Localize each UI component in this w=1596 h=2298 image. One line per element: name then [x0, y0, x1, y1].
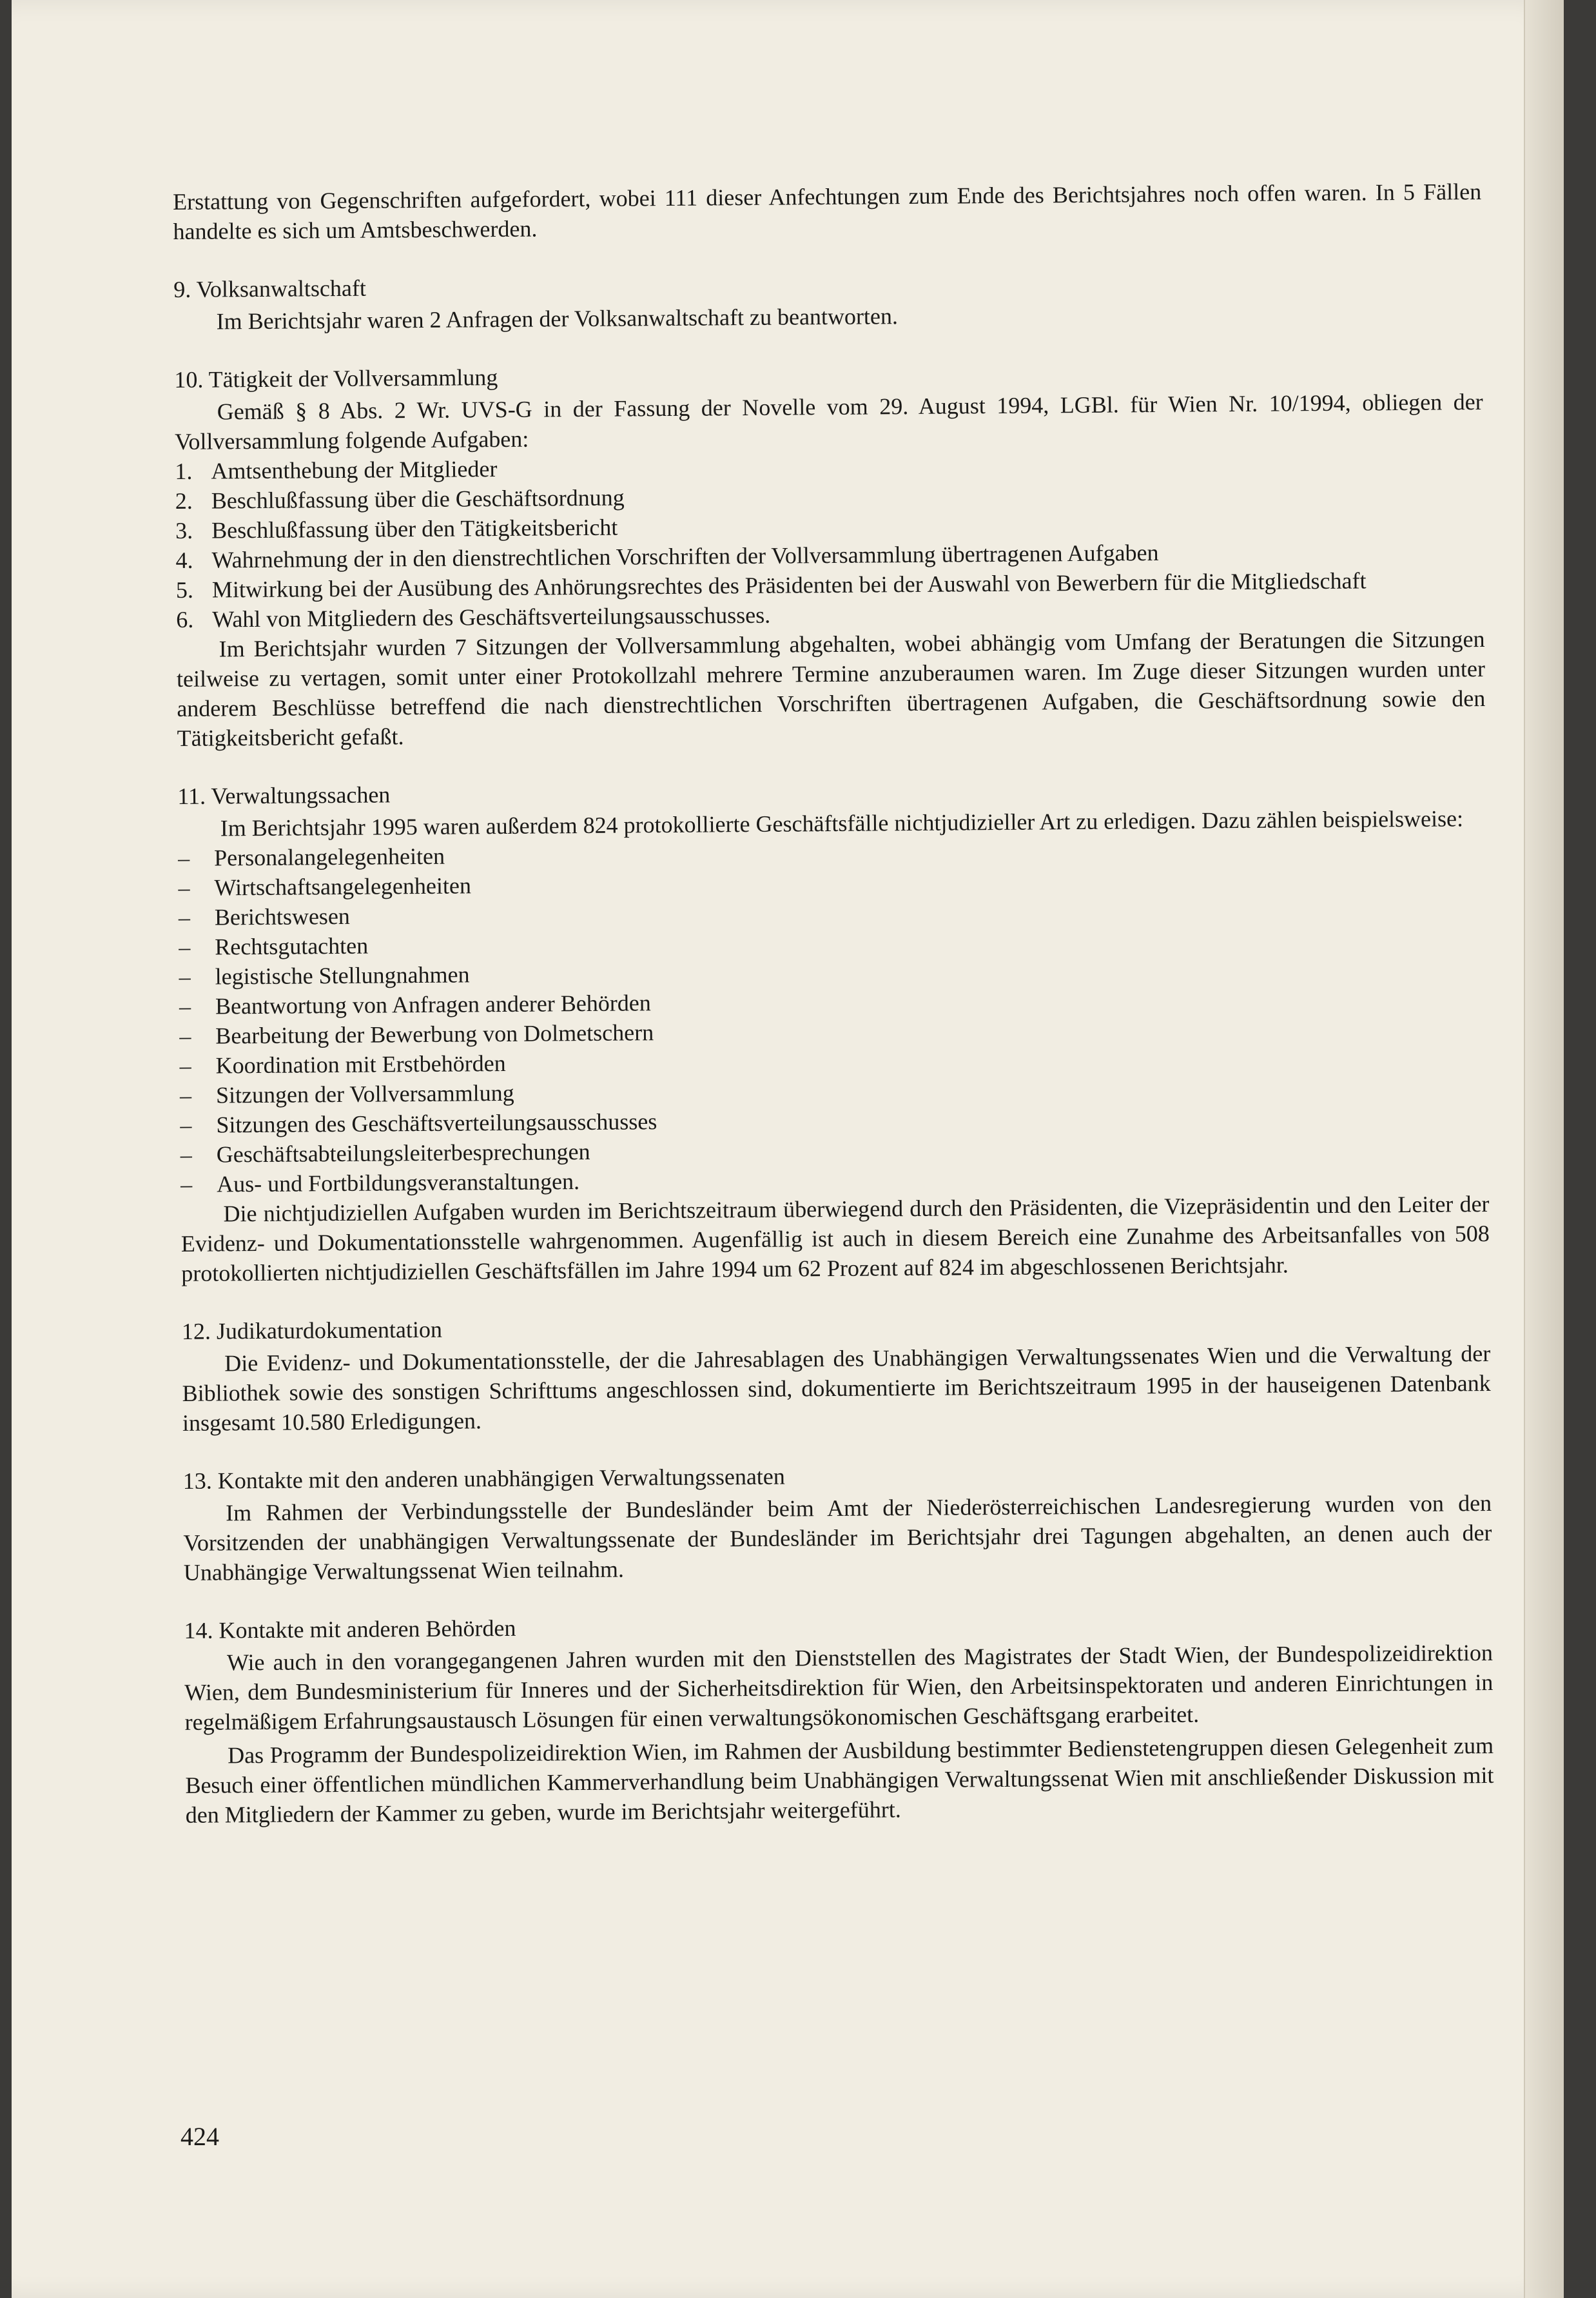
- section-vollversammlung: [174, 355, 1486, 753]
- page-content: [173, 177, 1494, 1830]
- list-item: – Bearbeitung der Bewerbung von Dolmetschern: [179, 1011, 1488, 1051]
- dash-list: [178, 833, 1489, 1199]
- list-item: – Sitzungen der Vollversammlung: [180, 1070, 1488, 1110]
- section-kontakte-verwaltungssenate: [183, 1456, 1492, 1587]
- list-item: 2. Beschlußfassung über die Geschäftsordnung: [175, 484, 625, 514]
- paragraph: Im Rahmen der Verbindungsstelle der Bundesländer beim Amt der Niederösterreichischen Landesregierung wurden von den Vorsitzenden der unabhängigen Verwaltungssenate der Bundesländer im Berichtsjahr drei Tagungen abgehalten, an denen auch der Unabhängige Verwaltungssenat Wien teilnahm.: [183, 1489, 1492, 1586]
- list-item: – Geschäftsabteilungsleiterbesprechungen: [180, 1130, 1489, 1170]
- paragraph: Die Evidenz- und Dokumentationsstelle, der die Jahresablagen des Unabhängigen Verwaltungssenates Wien und die Verwaltung der Bibliothek sowie des sonstigen Schrifttums angeschlossen sind, dokumentierte im Berichtszeitraum 1995 in der hauseigenen Datenbank insgesamt 10.580 Erledigungen.: [182, 1340, 1491, 1436]
- paragraph: Im Berichtsjahr wurden 7 Sitzungen der Vollversammlung abgehalten, wobei abhängig vom Umfang der Beratungen die Sitzungen teilweise zu vertagen, somit unter einer Protokollzahl mehrere Termine anzuberaumen waren. Im Zuge dieser Sitzungen wurden unter anderem Beschlüsse betreffend die nach dienstrechtlichen Vorschriften übertragenen Aufgaben, die Geschäftsordnung sowie den Tätigkeitsbericht gefaßt.: [176, 626, 1486, 751]
- section-heading: 9. Volksanwaltschaft: [173, 275, 367, 302]
- section-heading: 10. Tätigkeit der Vollversammlung: [174, 364, 498, 393]
- section-verwaltungssachen: [177, 771, 1490, 1288]
- list-item: – Koordination mit Erstbehörden: [180, 1041, 1488, 1081]
- section-heading: 14. Kontakte mit anderen Behörden: [184, 1615, 516, 1644]
- page-edge: [1524, 0, 1564, 2298]
- list-item: – Rechtsgutachten: [179, 922, 1487, 962]
- list-item: – Wirtschaftsangelegenheiten: [178, 863, 1486, 903]
- list-item: – Beantwortung von Anfragen anderer Behörden: [179, 981, 1488, 1021]
- section-heading: 11. Verwaltungssachen: [177, 781, 391, 809]
- list-item: – Aus- und Fortbildungsveranstaltungen.: [180, 1159, 1489, 1199]
- paragraph: Im Berichtsjahr 1995 waren außerdem 824 protokollierte Geschäftsfälle nichtjudizieller Art zu erledigen. Dazu zählen beispielsweise:: [220, 805, 1464, 841]
- paragraph: Die nichtjudiziellen Aufgaben wurden im Berichtszeitraum überwiegend durch den Präsidenten, die Vizepräsidentin und den Leiter der Evidenz- und Dokumentationsstelle wahrgenommen. Augenfällig ist auch in diesem Bereich eine Zunahme des Arbeitsanfalles von 508 protokollierten nichtjudiziellen Geschäftsfällen im Jahre 1994 um 62 Prozent auf 824 im abgeschlossenen Berichtsjahr.: [180, 1191, 1490, 1286]
- paragraph: Gemäß § 8 Abs. 2 Wr. UVS-G in der Fassung der Novelle vom 29. August 1994, LGBl. für Wien Nr. 10/1994, obliegen der Vollversammlung folgende Aufgaben:: [174, 389, 1483, 455]
- list-item: 1. Amtsenthebung der Mitglieder: [175, 456, 498, 484]
- list-item: 3. Beschlußfassung über den Tätigkeitsbericht: [175, 514, 618, 544]
- numbered-list: [175, 446, 1484, 634]
- list-item: 5. Mitwirkung bei der Ausübung des Anhörungsrechtes des Präsidenten bei der Auswahl von Bewerbern für die Mitgliedschaft: [175, 567, 1367, 603]
- list-item: – Sitzungen des Geschäftsverteilungsausschusses: [180, 1100, 1488, 1140]
- section-heading: 13. Kontakte mit den anderen unabhängigen Verwaltungssenaten: [182, 1463, 785, 1494]
- list-item: – legistische Stellungnahmen: [179, 952, 1487, 992]
- section-heading: 12. Judikaturdokumentation: [181, 1316, 443, 1344]
- list-item: – Personalangelegenheiten: [178, 833, 1486, 873]
- paragraph: Im Berichtsjahr waren 2 Anfragen der Volksanwaltschaft zu beantworten.: [216, 303, 899, 335]
- paragraph: Das Programm der Bundespolizeidirektion Wien, im Rahmen der Ausbildung bestimmter Bedienstetengruppen diesen Gelegenheit zum Besuch einer öffentlichen mündlichen Kammerverhandlung beim Unabhängigen Verwaltungssenat Wien mit anschließender Diskussion mit den Mitgliedern der Kammer zu geben, wurde im Berichtsjahr weitergeführt.: [185, 1732, 1494, 1828]
- section-judikaturdokumentation: [182, 1306, 1491, 1438]
- list-item: 4. Wahrnehmung der in den dienstrechtlichen Vorschriften der Vollversammlung übertragenen Aufgaben: [175, 540, 1159, 573]
- list-item: – Berichtswesen: [179, 892, 1487, 932]
- paragraph: Wie auch in den vorangegangenen Jahren wurden mit den Dienststellen des Magistrates der Stadt Wien, der Bundespolizeidirektion Wien, dem Bundesministerium für Inneres und der Sicherheitsdirektion für Wien, den Arbeitsinspektoraten und anderen Einrichtungen in regelmäßigem Erfahrungsaustausch Lösungen für einen verwaltungsökonomischen Geschäftsgang erarbeitet.: [184, 1639, 1494, 1735]
- section-kontakte-behoerden: [184, 1606, 1494, 1830]
- intro-paragraph: Erstattung von Gegenschriften aufgefordert, wobei 111 dieser Anfechtungen zum Ende des Berichtsjahres noch offen waren. In 5 Fällen handelte es sich um Amtsbeschwerden.: [173, 179, 1482, 244]
- page-number: 424: [180, 2122, 219, 2151]
- document-page: [12, 0, 1564, 2298]
- section-volksanwaltschaft: [173, 264, 1483, 337]
- list-item: 6. Wahl von Mitgliedern des Geschäftsverteilungsausschusses.: [176, 602, 771, 633]
